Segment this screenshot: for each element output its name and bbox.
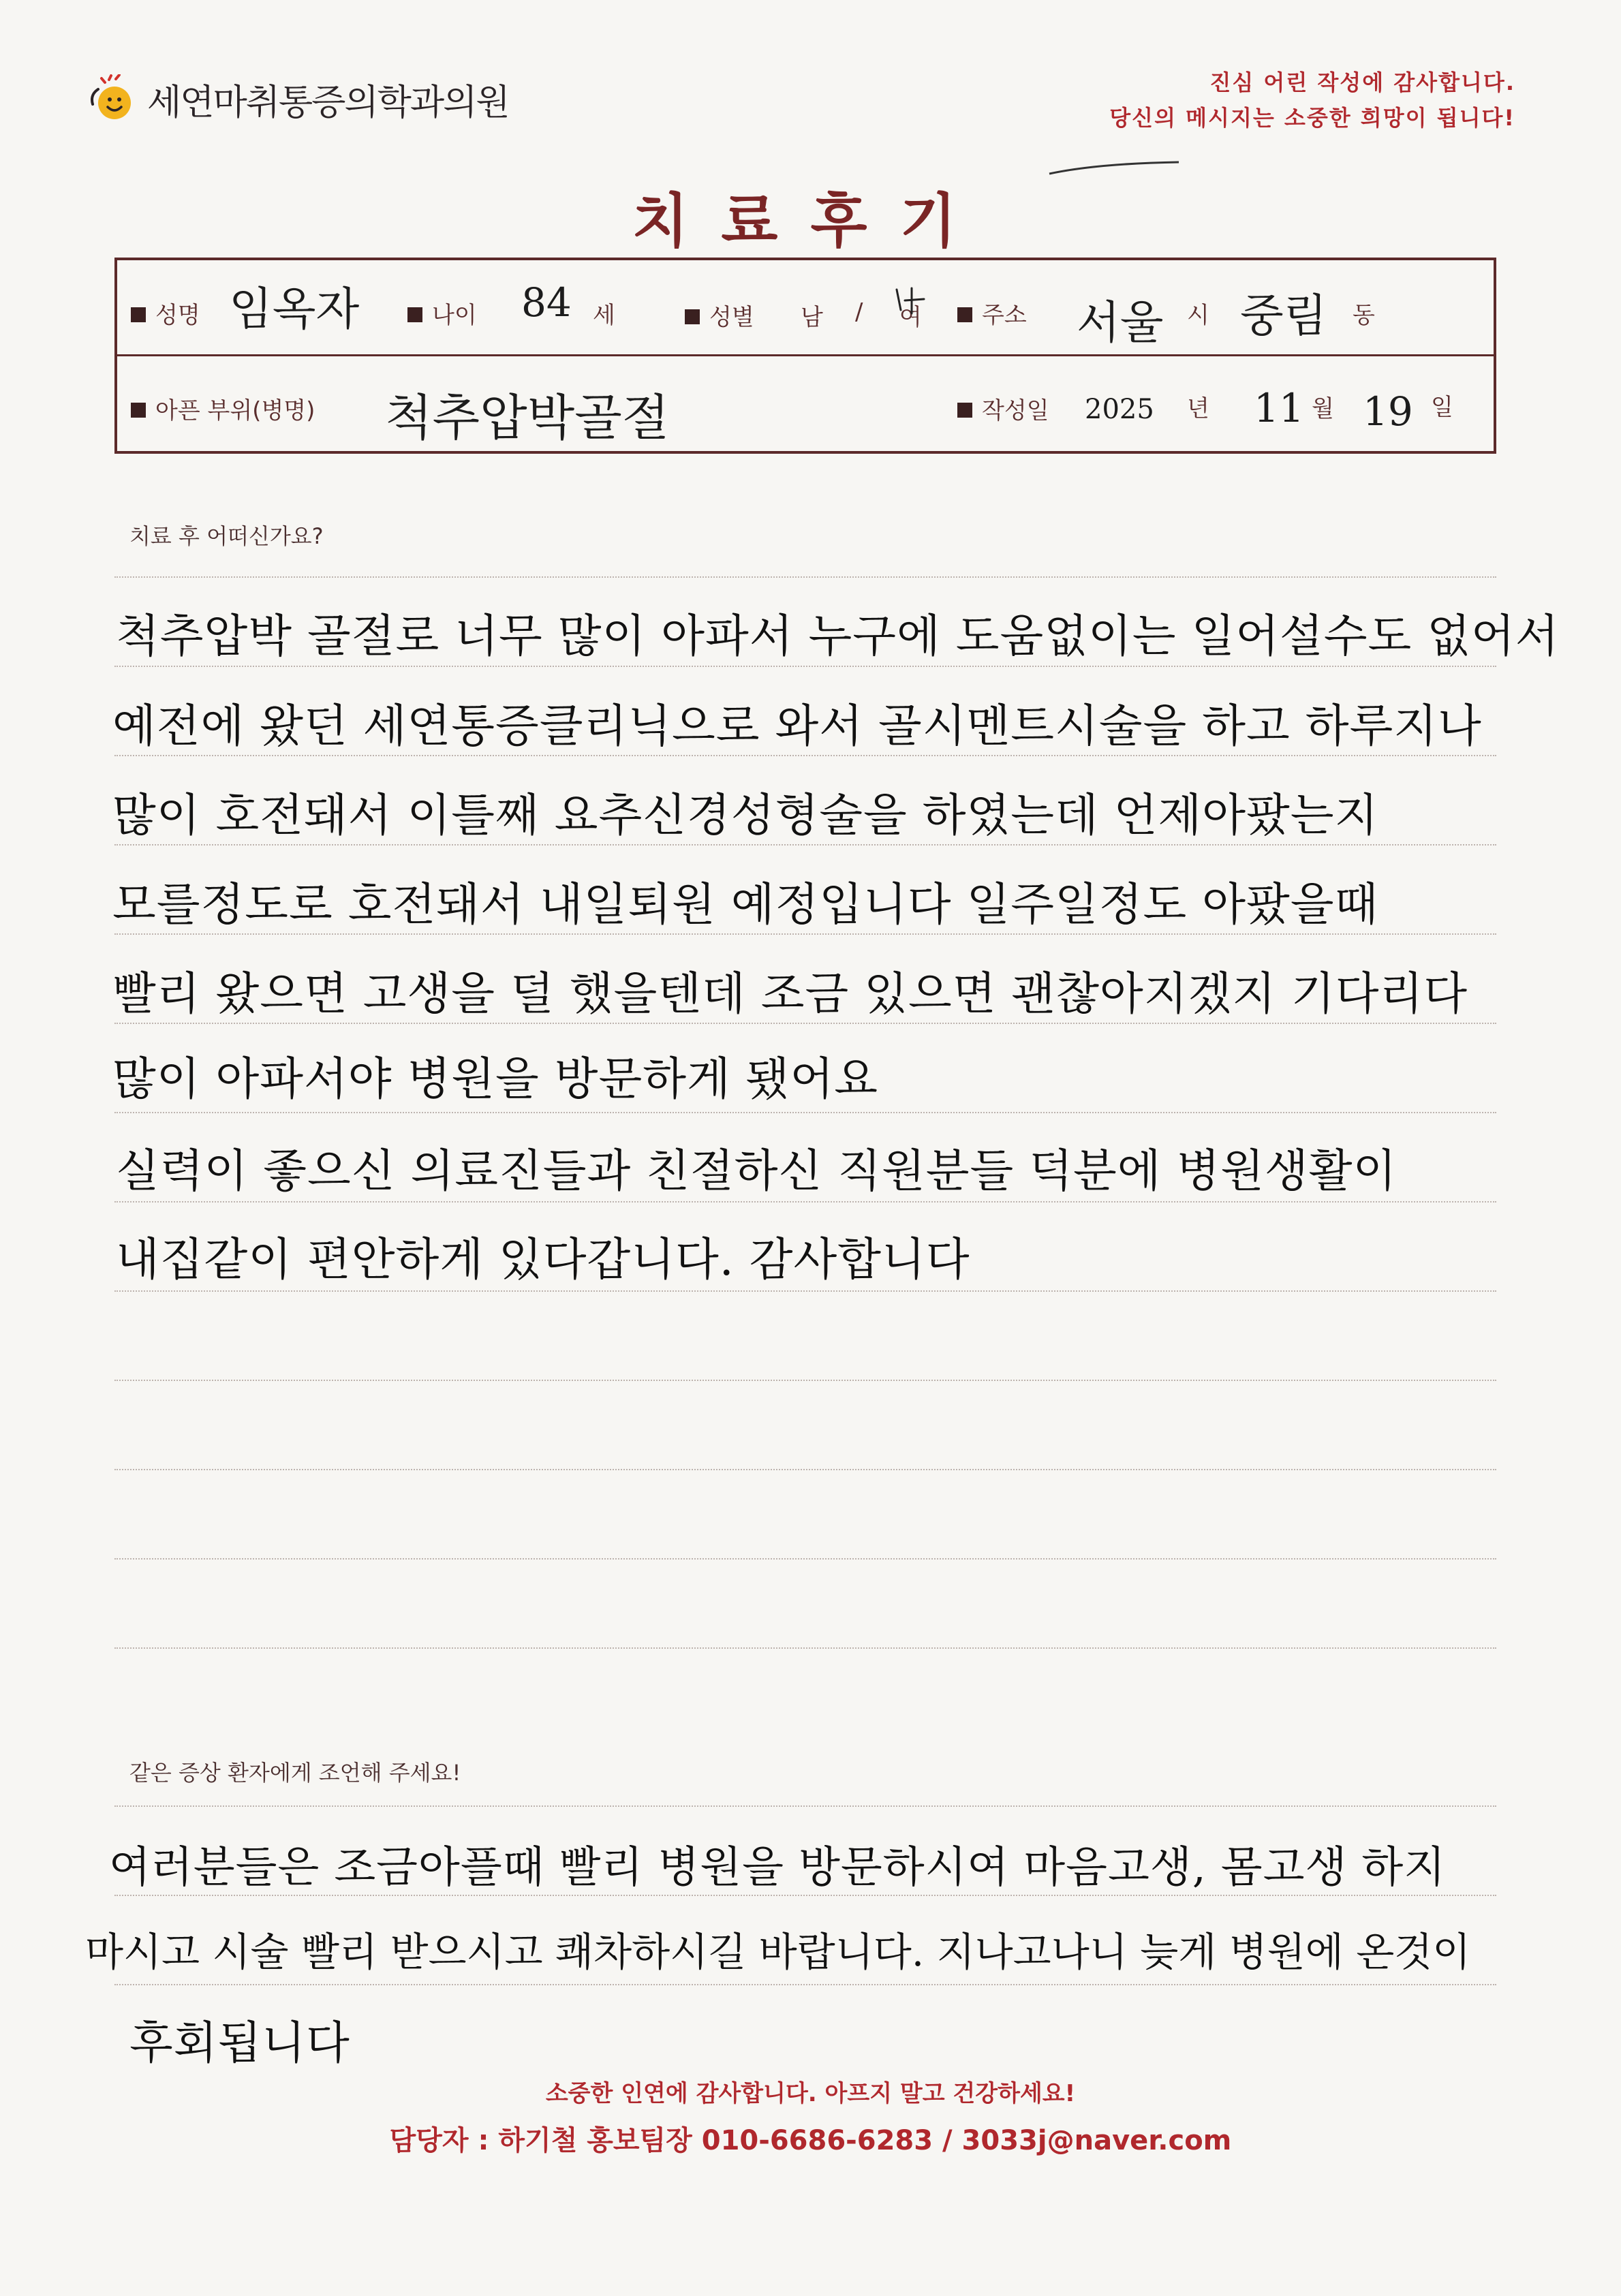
date-month-value: 11: [1254, 385, 1304, 431]
age-field-label: 나이: [407, 296, 477, 330]
bullet-square-icon: [131, 307, 146, 322]
date-month-unit: 월: [1312, 395, 1334, 422]
section-question-advice: 같은 증상 환자에게 조언해 주세요!: [129, 1760, 461, 1786]
ruled-line: [114, 1558, 1496, 1560]
address-city-unit: 시: [1187, 302, 1209, 329]
ruled-line: [114, 755, 1496, 756]
advice-handwritten-line: 여러분들은 조금아플때 빨리 병원을 방문하시여 마음고생, 몸고생 하지: [109, 1842, 1447, 1892]
bullet-square-icon: [685, 309, 700, 324]
female-check-mark-icon: [891, 283, 932, 330]
age-unit: 세: [593, 302, 615, 329]
review-handwritten-line: 실력이 좋으신 의료진들과 친절하신 직원분들 덕분에 병원생활이: [116, 1145, 1398, 1197]
clinic-logo: [89, 72, 509, 126]
name-value: 임옥자: [229, 283, 360, 335]
address-dong-unit: 동: [1353, 302, 1375, 329]
ruled-line: [114, 576, 1496, 578]
advice-handwritten-line: 후회됩니다: [129, 2017, 350, 2069]
address-dong-value: 중림: [1240, 290, 1327, 342]
footer-thanks: 소중한 인연에 감사합니다. 아프지 말고 건강하세요!: [545, 2080, 1076, 2107]
review-handwritten-line: 모를정도로 호전돼서 내일퇴원 예정입니다 일주일정도 아팠을때: [112, 878, 1379, 931]
ruled-line: [114, 1290, 1496, 1292]
section-question-treatment: 치료 후 어떠신가요?: [129, 523, 324, 549]
ruled-line: [114, 844, 1496, 846]
ruled-line: [114, 1023, 1496, 1024]
condition-field-label: 아픈 부위(병명): [131, 392, 315, 425]
footer-contact: 담당자 : 하기철 홍보팀장 010-6686-6283 / 3033j@naver.com: [389, 2125, 1232, 2156]
tagline-line: 진심 어린 작성에 감사합니다.: [1209, 69, 1515, 95]
ruled-line: [114, 1805, 1496, 1807]
smiley-logo-icon: [89, 74, 138, 123]
review-handwritten-line: 예전에 왔던 세연통증클리닉으로 와서 골시멘트시술을 하고 하루지나: [112, 700, 1482, 752]
bullet-square-icon: [957, 307, 972, 322]
logo-text: 세연마취통증의학과의원: [147, 82, 509, 123]
name-field-label: 성명: [131, 296, 200, 330]
sex-male-option: 남: [801, 304, 823, 331]
info-divider: [114, 354, 1496, 356]
age-value: 84: [521, 279, 572, 326]
review-handwritten-line: 많이 호전돼서 이틀째 요추신경성형술을 하였는데 언제아팠는지: [112, 789, 1379, 841]
tagline: [1109, 65, 1515, 136]
date-year-value: 2025: [1085, 394, 1154, 425]
date-day-value: 19: [1363, 388, 1413, 435]
sex-field-label: 성별: [685, 298, 754, 332]
ruled-line: [114, 1984, 1496, 1985]
review-handwritten-line: 많이 아파서야 병원을 방문하게 됐어요: [112, 1053, 879, 1105]
date-day-unit: 일: [1431, 394, 1453, 421]
date-field-label: 작성일: [957, 392, 1049, 425]
bullet-square-icon: [957, 403, 972, 418]
ruled-line: [114, 1895, 1496, 1896]
address-field-label: 주소: [957, 296, 1027, 330]
sex-slash: /: [855, 298, 863, 326]
ruled-line: [114, 1647, 1496, 1649]
ruled-line: [114, 933, 1496, 935]
date-year-unit: 년: [1187, 395, 1209, 422]
bullet-square-icon: [407, 307, 422, 322]
address-city-value: 서울: [1077, 296, 1164, 349]
sex-female-option: 여: [899, 304, 922, 331]
ruled-line: [114, 1112, 1496, 1113]
bullet-square-icon: [131, 403, 146, 418]
ruled-line: [114, 1380, 1496, 1381]
review-handwritten-line: 척추압박 골절로 너무 많이 아파서 누구에 도움없이는 일어설수도 없어서: [116, 610, 1560, 662]
review-handwritten-line: 내집같이 편안하게 있다갑니다. 감사합니다: [116, 1233, 970, 1286]
ruled-line: [114, 1469, 1496, 1470]
ruled-line: [114, 666, 1496, 667]
review-handwritten-line: 빨리 왔으면 고생을 덜 했을텐데 조금 있으면 괜찮아지겠지 기다리다: [112, 967, 1468, 1020]
tagline-line: 당신의 메시지는 소중한 희망이 됩니다!: [1109, 105, 1515, 131]
advice-handwritten-line: 마시고 시술 빨리 받으시고 쾌차하시길 바랍니다. 지나고나니 늦게 병원에 온것이: [85, 1929, 1471, 1975]
condition-value: 척추압박골절: [385, 389, 670, 446]
ruled-line: [114, 1201, 1496, 1203]
page-title: 치료후기: [632, 187, 989, 255]
